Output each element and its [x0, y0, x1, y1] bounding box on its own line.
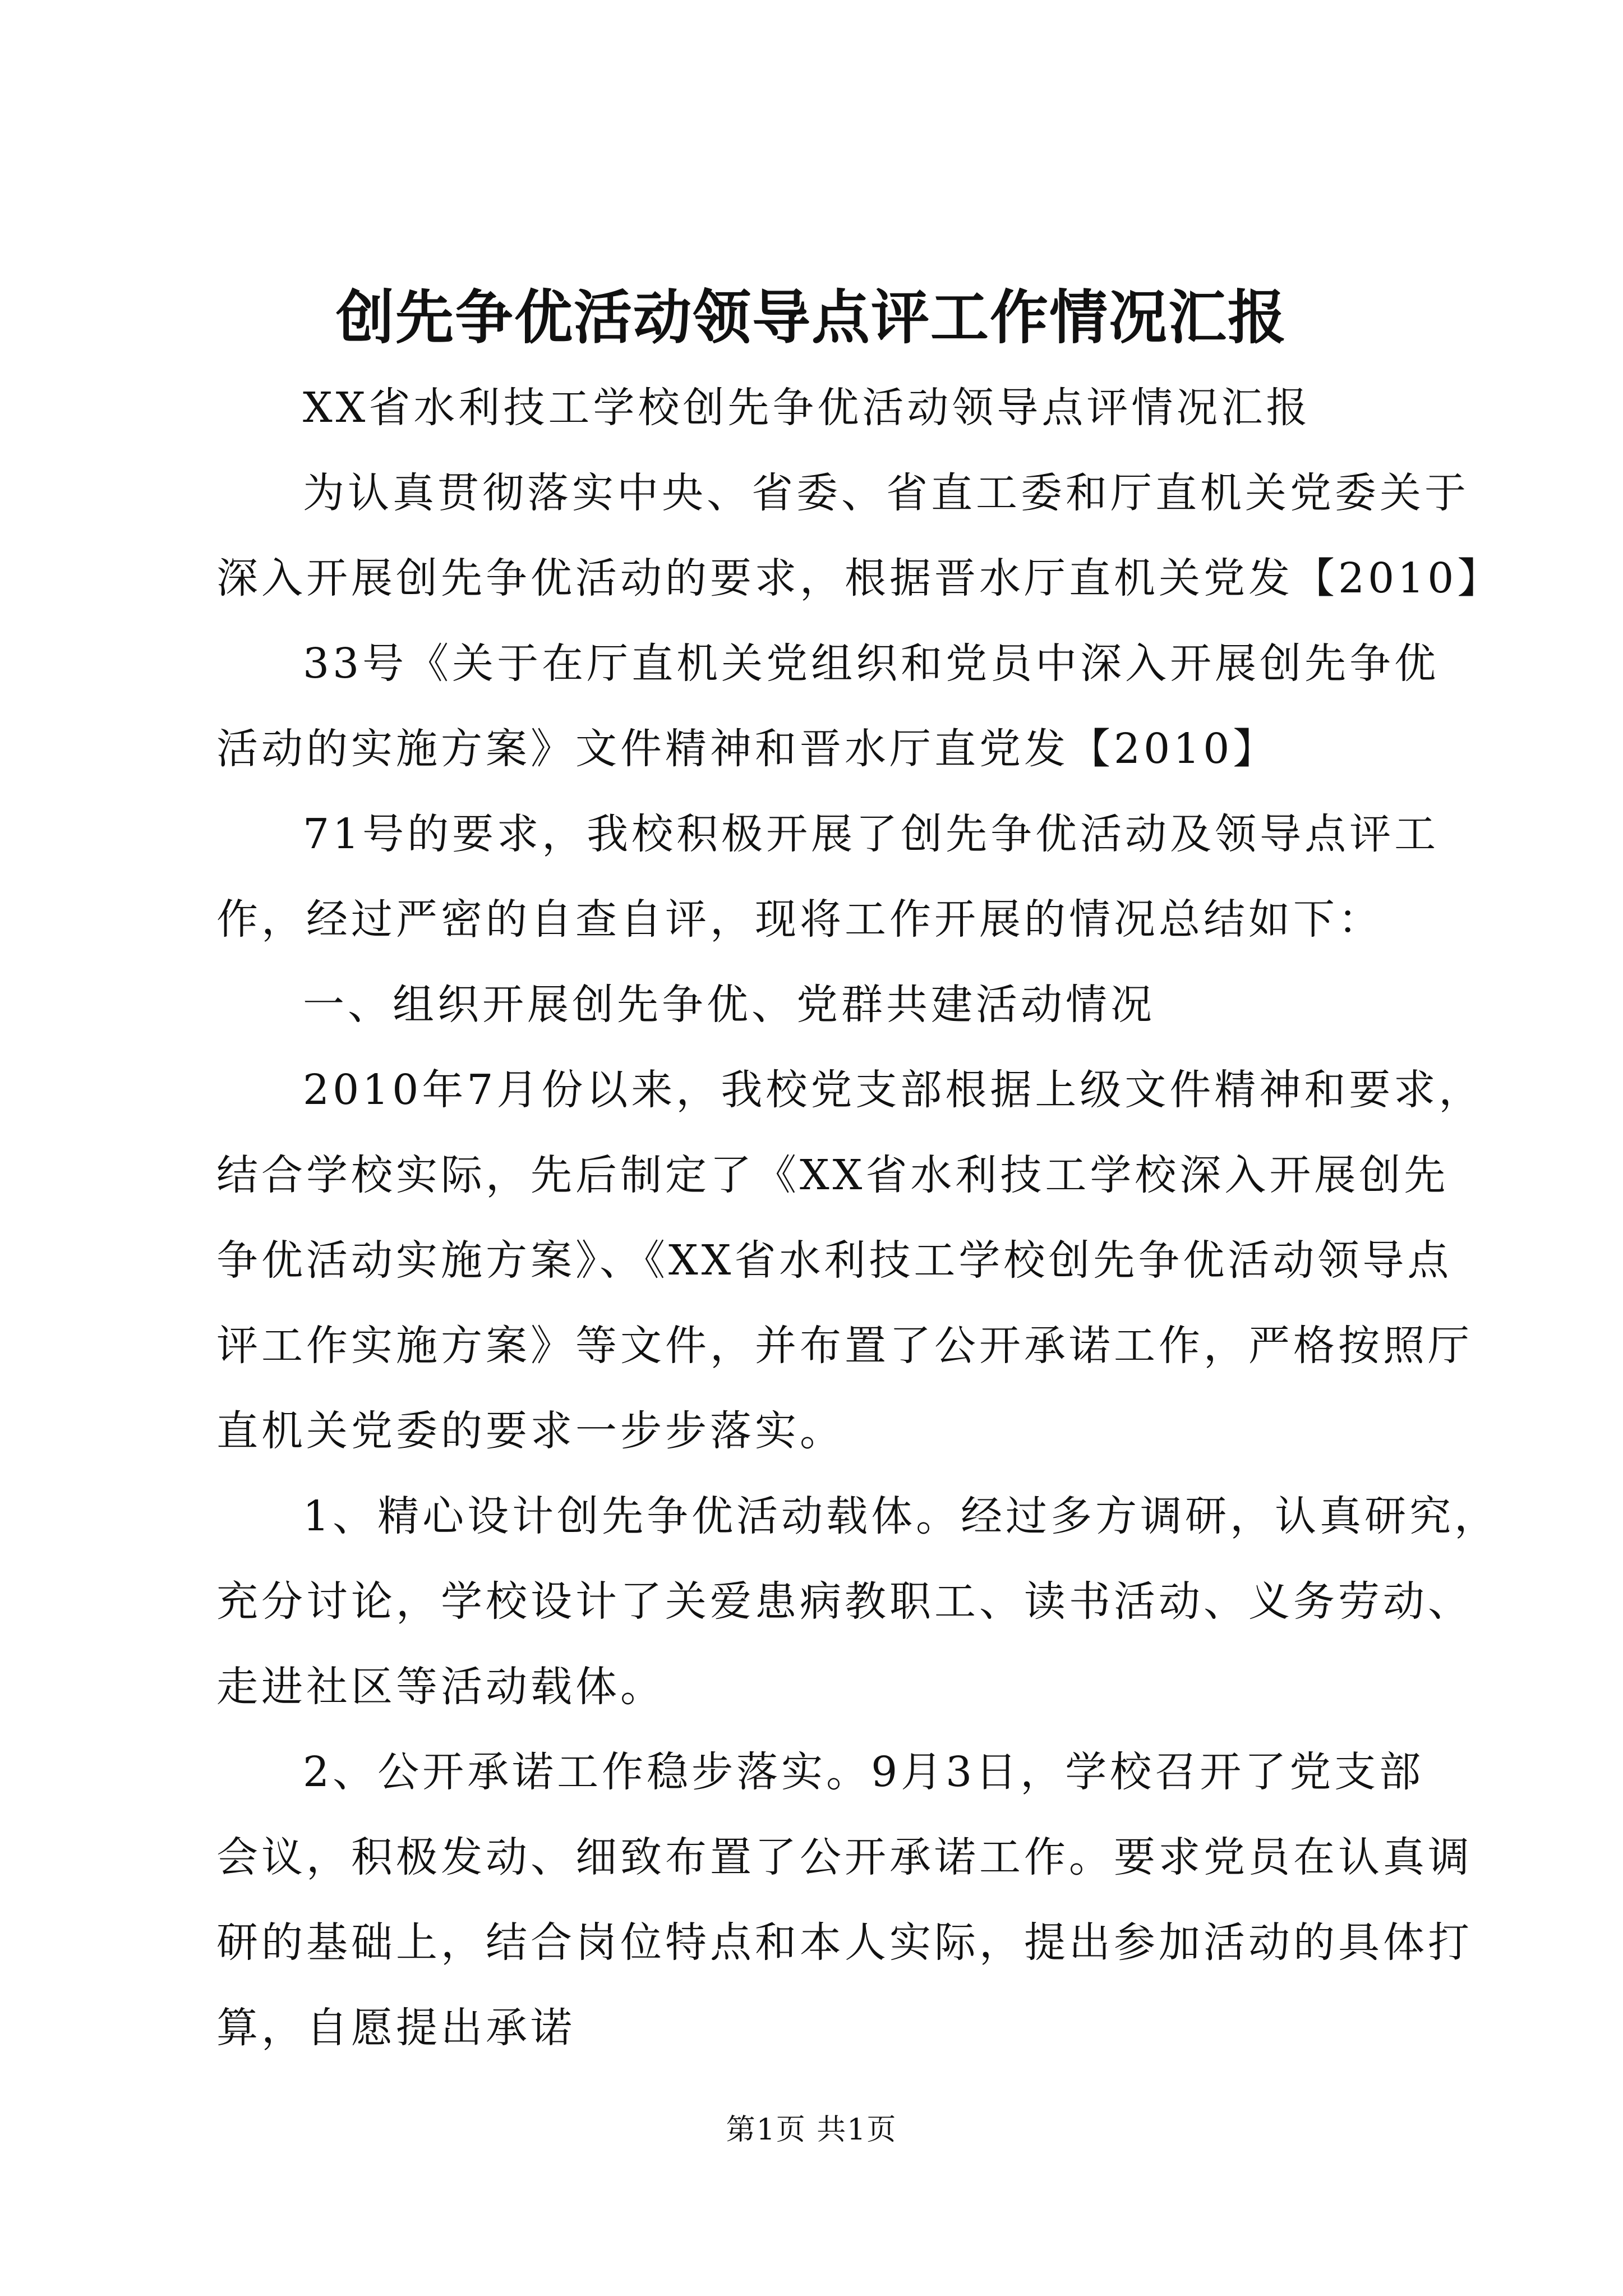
paragraph-line: 2、公开承诺工作稳步落实。9月3日，学校召开了党支部 — [303, 1748, 1424, 1796]
paragraph-line: 活动的实施方案》文件精神和晋水厅直党发【2010】 — [216, 725, 1278, 773]
document-title: 创先争优活动领导点评工作情况汇报 — [335, 283, 1287, 352]
paragraph-line: 评工作实施方案》等文件，并布置了公开承诺工作，严格按照厅 — [216, 1322, 1473, 1370]
paragraph-line: 会议，积极发动、细致布置了公开承诺工作。要求党员在认真调 — [216, 1833, 1473, 1881]
paragraph-line: 33号《关于在厅直机关党组织和党员中深入开展创先争优 — [303, 639, 1440, 688]
paragraph-line: 直机关党委的要求一步步落实。 — [216, 1407, 845, 1455]
section-heading: 一、组织开展创先争优、党群共建活动情况 — [303, 981, 1155, 1029]
paragraph-line: 充分讨论，学校设计了关爱患病教职工、读书活动、义务劳动、 — [216, 1577, 1473, 1626]
paragraph-line: 1、精心设计创先争优活动载体。经过多方调研，认真研究， — [303, 1492, 1500, 1540]
paragraph-line: 作，经过严密的自查自评，现将工作开展的情况总结如下： — [216, 895, 1383, 944]
paragraph-line: 结合学校实际，先后制定了《XX省水利技工学校深入开展创先 — [216, 1151, 1449, 1199]
paragraph-line: 深入开展创先争优活动的要求，根据晋水厅直机关党发【2010】 — [216, 554, 1502, 602]
paragraph-line: 走进社区等活动载体。 — [216, 1663, 665, 1711]
paragraph-line: 为认真贯彻落实中央、省委、省直工委和厅直机关党委关于 — [303, 469, 1469, 517]
page-number: 第1页 共1页 — [726, 2113, 897, 2147]
paragraph-line: 争优活动实施方案》、《XX省水利技工学校创先争优活动领导点 — [216, 1236, 1453, 1285]
paragraph-line: 71号的要求，我校积极开展了创先争优活动及领导点评工 — [303, 810, 1440, 858]
subtitle-line: XX省水利技工学校创先争优活动领导点评情况汇报 — [303, 384, 1311, 432]
paragraph-line: 研的基础上，结合岗位特点和本人实际，提出参加活动的具体打 — [216, 1918, 1473, 1967]
paragraph-line: 2010年7月份以来，我校党支部根据上级文件精神和要求， — [303, 1066, 1484, 1114]
paragraph-line: 算，自愿提出承诺 — [216, 2004, 575, 2052]
